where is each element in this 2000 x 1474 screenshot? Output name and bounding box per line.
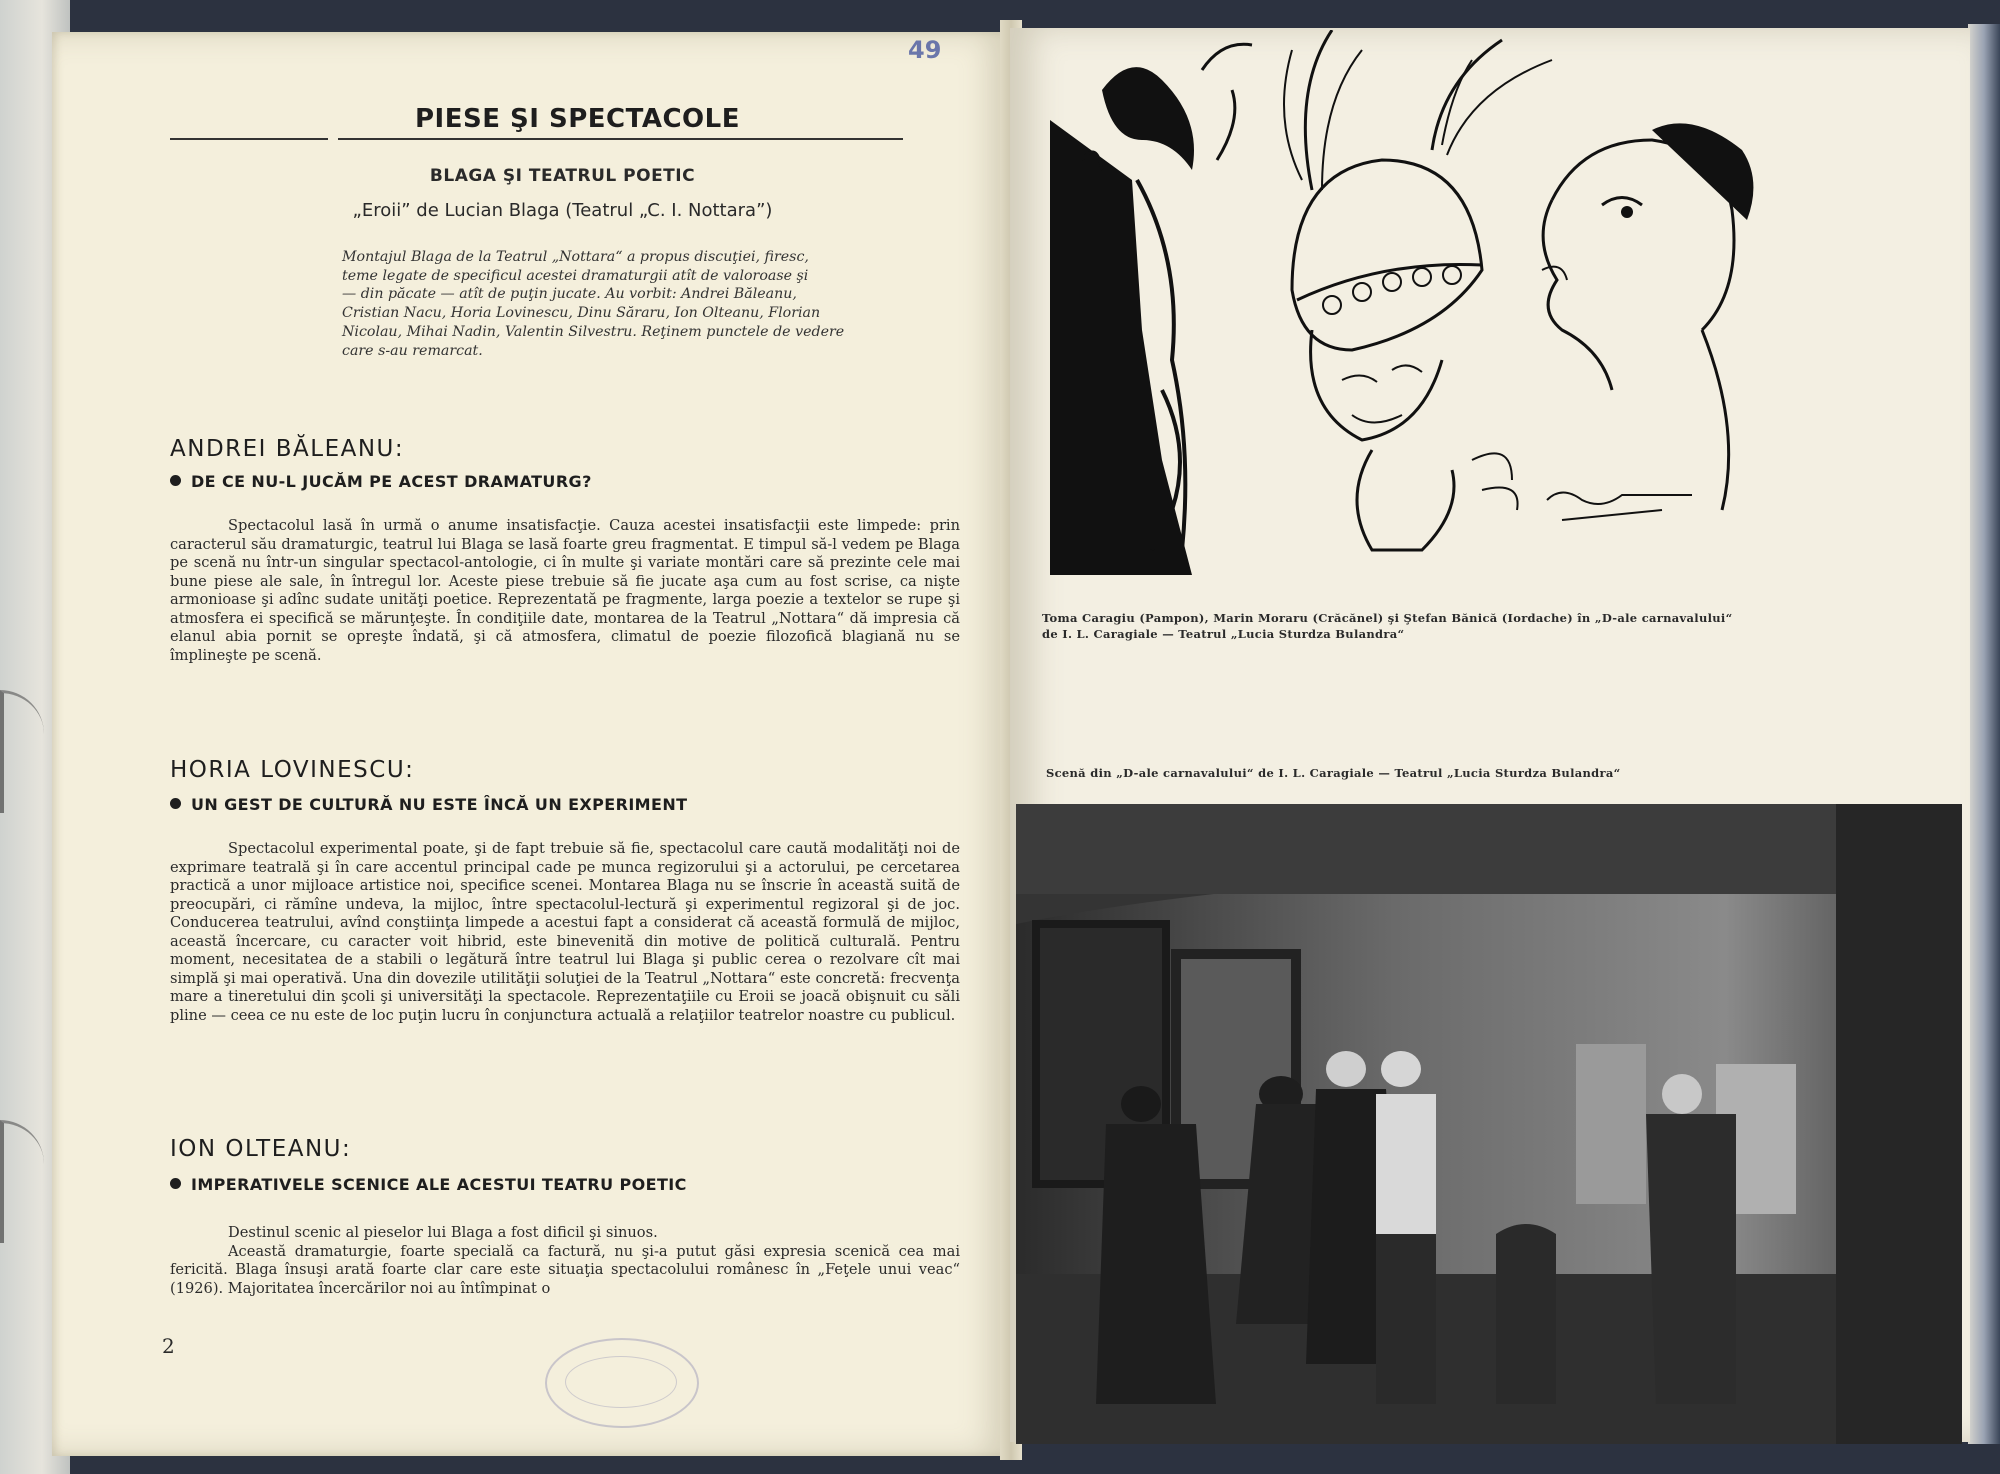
- bullet-icon: [170, 1178, 181, 1189]
- section-question: [170, 795, 930, 814]
- library-stamp: [545, 1338, 699, 1428]
- section-question: [170, 472, 930, 491]
- intro-line: teme legate de specificul acestei dramaturgii atît de valoroase şi: [342, 267, 809, 284]
- right-page-stack-edge: [1968, 24, 2000, 1444]
- bullet-icon: [170, 798, 181, 809]
- page-number: 2: [162, 1334, 175, 1358]
- library-stamp-inner: [565, 1356, 677, 1408]
- pencil-annotation: 49: [908, 36, 942, 64]
- article-title: BLAGA ŞI TEATRUL POETIC: [429, 166, 696, 186]
- stage-photo-image: [1016, 804, 1962, 1444]
- caption-photo: Scenă din „D-ale carnavalului“ de I. L. Caragiale — Teatrul „Lucia Sturdza Bulandra“: [1046, 766, 1621, 780]
- caption-caricature-line2: de I. L. Caragiale — Teatrul „Lucia Sturdza Bulandra“: [1042, 627, 1405, 641]
- header-rule-right: [338, 138, 903, 140]
- body-paragraph: Această dramaturgie, foarte specială ca factură, nu şi-a putut găsi expresia scenică cea mai fericită. Blaga însuşi arată foarte clar care este situaţia spectacolului românesc în „Feţele unui veac“ (1926). Majoritatea încercărilor noi au întîmpinat o: [170, 1242, 960, 1297]
- caricature-illustration: [1042, 30, 1762, 575]
- body-paragraph: Spectacolul lasă în urmă o anume insatisfacţie. Cauza acestei insatisfacţii este limpede: prin caracterul său dramaturgic, teatrul lui Blaga se lasă foarte greu fragmentat. E timpul să-l vedem pe Blaga pe scenă nu într-un singular spectacol-antologie, ci în multe şi variate montări care să prezinte cele mai bune piese ale sale, în întregul lor. Aceste piese trebuie să fie jucate aşa cum au fost scrise, ca nişte armonioase şi adînc sudate unităţi poetice. Reprezentată pe fragmente, larga poezie a textelor se rupe şi atmosfera ei specifică se mărunţeşte. În condiţiile date, montarea de la Teatrul „Nottara“ dă impresia că elanul abia pornit se opreşte îndată, şi că atmosfera, climatul de poezie filozofică blagiană nu se împlineşte pe scenă.: [170, 517, 960, 664]
- intro-line: Nicolau, Mihai Nadin, Valentin Silvestru. Reţinem punctele de vedere: [342, 323, 845, 340]
- stage-photo: [1016, 804, 1962, 1444]
- section-title: PIESE ŞI SPECTACOLE: [415, 104, 740, 134]
- question-text: DE CE NU-L JUCĂM PE ACEST DRAMATURG?: [191, 472, 592, 491]
- intro-line: Montajul Blaga de la Teatrul „Nottara“ a propus discuţiei, firesc,: [342, 249, 809, 265]
- intro-line: Cristian Nacu, Horia Lovinescu, Dinu Săraru, Ion Olteanu, Florian: [342, 305, 821, 322]
- question-text: UN GEST DE CULTURĂ NU ESTE ÎNCĂ UN EXPERIMENT: [191, 795, 688, 814]
- section-body: [170, 517, 960, 665]
- intro-line: — din păcate — atît de puţin jucate. Au vorbit: Andrei Băleanu,: [342, 286, 797, 303]
- article-subtitle: „Eroii” de Lucian Blaga (Teatrul „C. I. Nottara”): [352, 200, 773, 221]
- underlying-sketch-mark: [0, 690, 44, 813]
- caption-caricature-line1: Toma Caragiu (Pampon), Marin Moraru (Crăcănel) şi Ştefan Bănică (Iordache) în „D-ale carnavalului“: [1042, 611, 1733, 625]
- speaker-name: ANDREI BĂLEANU:: [170, 436, 405, 462]
- header-rule-left: [170, 138, 328, 140]
- intro-line: care s-au remarcat.: [342, 342, 483, 359]
- speaker-name: ION OLTEANU:: [170, 1136, 352, 1162]
- question-text: IMPERATIVELE SCENICE ALE ACESTUI TEATRU POETIC: [191, 1175, 687, 1194]
- section-body: [170, 840, 960, 1025]
- body-paragraph: Spectacolul experimental poate, şi de fapt trebuie să fie, spectacolul care caută modalităţi noi de exprimare teatrală şi în care accentul principal cade pe munca regizorului şi a actorului, pe cercetarea practică a unor mijloace artistice noi, specifice scenei. Montarea Blaga nu se înscrie în această suită de preocupări, ci rămîne undeva, la mijloc, între spectacolul-lectură şi experimentul regizoral şi de joc. Conducerea teatrului, avînd conştiinţa limpede a acestui fapt a considerat că această formulă de mijloc, această încercare, cu caracter voit hibrid, este binevenită din motive de politică culturală. Pentru moment, necesitatea de a stabili o legătură între teatrul lui Blaga şi public cerea o rezolvare cît mai simplă şi mai operativă. Una din dovezile utilităţii soluţiei de la Teatrul „Nottara“ este concretă: frecvenţa mare a tineretului din şcoli şi universităţi la spectacole. Reprezentaţiile cu Eroii se joacă obişnuit cu săli pline — ceea ce nu este de loc puţin lucru în conjunctura actuală a relaţiilor teatrelor noastre cu publicul.: [170, 840, 960, 1024]
- underlying-sketch-mark: [0, 1120, 44, 1243]
- section-question: [170, 1175, 930, 1194]
- intro-paragraph: [342, 248, 960, 360]
- body-paragraph: Destinul scenic al pieselor lui Blaga a fost dificil şi sinuos.: [228, 1224, 658, 1241]
- bullet-icon: [170, 475, 181, 486]
- section-body: [170, 1224, 960, 1298]
- speaker-name: HORIA LOVINESCU:: [170, 757, 415, 783]
